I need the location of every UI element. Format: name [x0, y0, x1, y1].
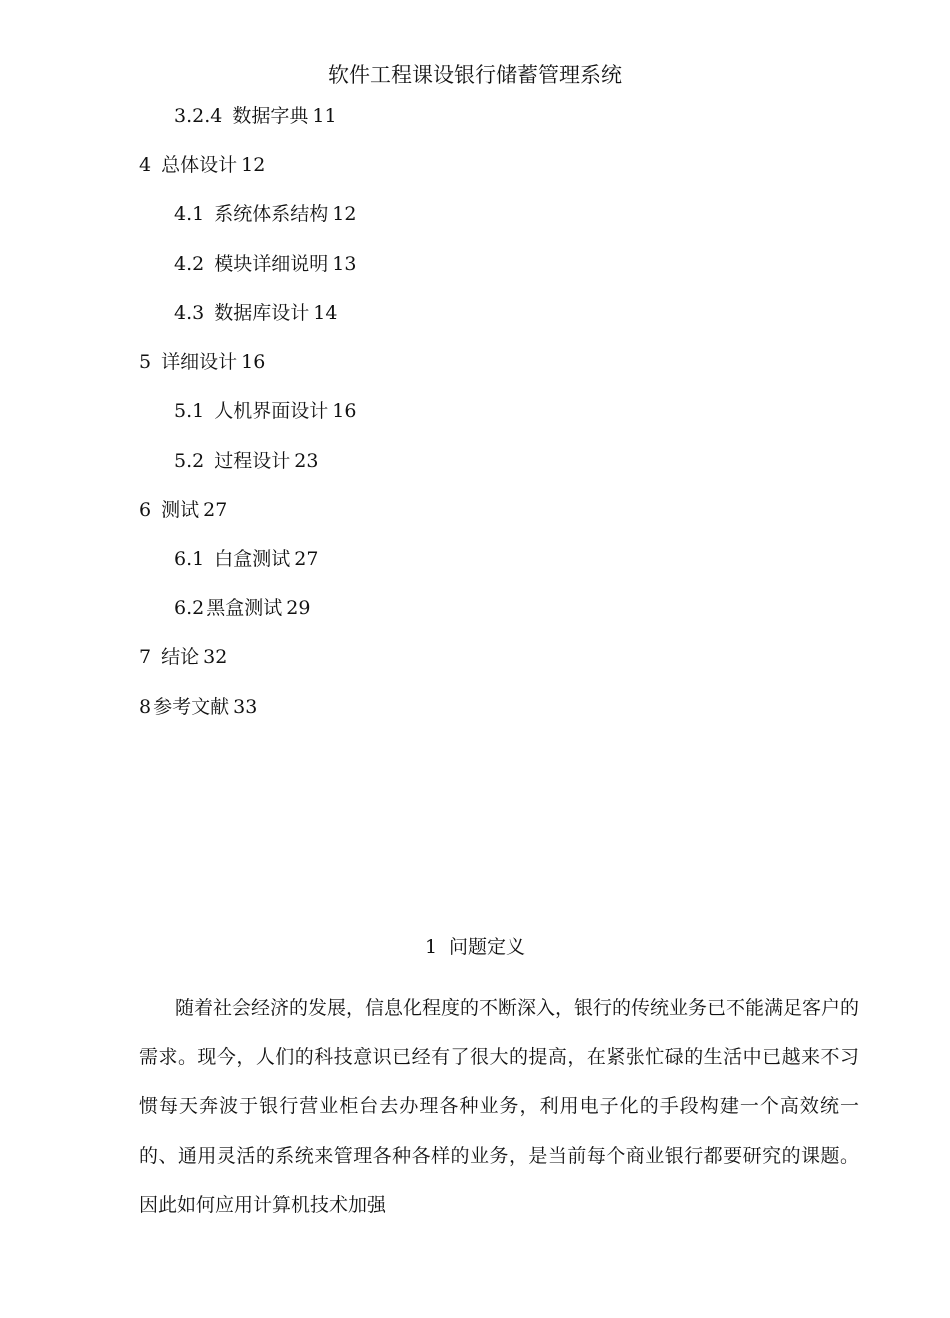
toc-entry-title: 数据字典 [232, 105, 309, 127]
toc-entry-7[interactable] [139, 644, 227, 670]
toc-entry-5[interactable] [139, 349, 265, 375]
toc-entry-page: 32 [203, 646, 228, 668]
toc-entry-page: 27 [294, 548, 319, 570]
toc-entry-6[interactable] [139, 497, 227, 523]
toc-entry-page: 13 [332, 253, 357, 275]
toc-entry-number: 4.3 [174, 302, 205, 324]
toc-entry-number: 6.1 [174, 548, 205, 570]
toc-entry-page: 27 [203, 499, 228, 521]
section-title: 问题定义 [449, 936, 526, 958]
toc-entry-title: 参考文献 [153, 696, 230, 718]
toc-entry-4[interactable] [139, 152, 265, 178]
toc-entry-number: 7 [139, 646, 152, 668]
toc-entry-number: 5.1 [174, 400, 205, 422]
toc-entry-page: 16 [332, 400, 357, 422]
toc-entry-page: 12 [332, 203, 357, 225]
body-paragraph: 随着社会经济的发展，信息化程度的不断深入，银行的传统业务已不能满足客户的需求。现今，人们的科技意识已经有了很大的提高，在紧张忙碌的生活中已越来不习惯每天奔波于银行营业柜台去办理各种业务，利用电子化的手段构建一个高效统一的、通用灵活的系统来管理各种各样的业务，是当前每个商业银行都要研究的课题。因此如何应用计算机技术加强 [139, 997, 860, 1216]
toc-entry-title: 过程设计 [214, 450, 291, 472]
toc-entry-3-2-4[interactable] [174, 103, 337, 129]
toc-entry-page: 23 [294, 450, 319, 472]
toc-entry-5-2[interactable] [174, 448, 318, 474]
toc-entry-number: 8 [139, 696, 152, 718]
toc-entry-title: 详细设计 [161, 351, 238, 373]
toc-entry-page: 14 [313, 302, 338, 324]
toc-entry-title: 结论 [161, 646, 200, 668]
section-number: 1 [424, 936, 438, 958]
page-title: 软件工程课设银行储蓄管理系统 [328, 63, 622, 87]
toc-entry-page: 29 [286, 597, 311, 619]
toc-entry-8[interactable] [139, 694, 257, 720]
toc-entry-title: 黑盒测试 [206, 597, 283, 619]
toc-entry-number: 4.2 [174, 253, 205, 275]
toc-entry-title: 数据库设计 [214, 302, 310, 324]
toc-entry-4-1[interactable] [174, 201, 356, 227]
toc-entry-title: 白盒测试 [214, 548, 291, 570]
toc-entry-title: 人机界面设计 [214, 400, 329, 422]
toc-entry-number: 3.2.4 [174, 105, 223, 127]
toc-entry-4-3[interactable] [174, 300, 337, 326]
toc-entry-page: 33 [233, 696, 258, 718]
toc-entry-title: 模块详细说明 [214, 253, 329, 275]
toc-entry-number: 6 [139, 499, 152, 521]
toc-entry-page: 12 [241, 154, 266, 176]
toc-entry-number: 6.2 [174, 597, 205, 619]
toc-entry-title: 系统体系结构 [214, 203, 329, 225]
toc-entry-page: 16 [241, 351, 266, 373]
section-heading [0, 934, 950, 960]
toc-entry-6-1[interactable] [174, 546, 318, 572]
toc-entry-number: 5.2 [174, 450, 205, 472]
toc-entry-title: 测试 [161, 499, 200, 521]
toc-entry-5-1[interactable] [174, 398, 356, 424]
toc-entry-number: 5 [139, 351, 152, 373]
toc-entry-number: 4.1 [174, 203, 205, 225]
toc-entry-number: 4 [139, 154, 152, 176]
toc-entry-6-2[interactable] [174, 595, 310, 621]
toc-entry-page: 11 [312, 105, 337, 127]
toc-entry-4-2[interactable] [174, 251, 356, 277]
toc-entry-title: 总体设计 [161, 154, 238, 176]
